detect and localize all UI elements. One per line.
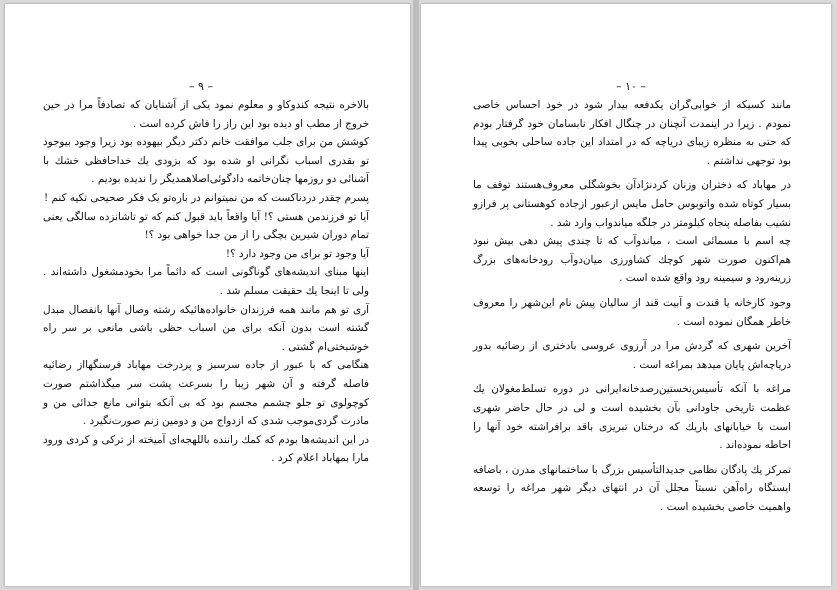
- book-gutter: [413, 0, 419, 590]
- paragraph: مراغه با آنکه تأسیس‌نخستین‌رصدخانه‌ایرانی در دوره تسلط‌مغولان یك عظمت تاریخی جاودانی بآن بخشیده است و لی در حال حاضر شهری است با خیابانهای باریك که درختان تبریزی باقد برافراشته خود آنها را احاطه نموده‌اند .: [473, 383, 791, 452]
- paragraph: آیا تو فرزندمن هستی ؟! آیا واقعاً باید قبول کنم که تو تاشانزده سالگی یعنی تمام دوران شیرین بچگی را از من جدا خواهی بود ؟!: [43, 210, 369, 242]
- paragraph: در مهاباد که دختران وزنان کردنژادآن بخوشگلی معروف‌هستند توقف ما بسیار کوتاه شده واتوبوس حامل مایس ازعبور ازجاده کوهستانی پر فرازو نشیب بفاصله پنجاه کیلومتر در جلگه میاندواب وارد شد .: [473, 179, 791, 229]
- paragraph: در این اندیشه‌ها بودم که کمك راننده باللهجه‌ای آمیخته از ترکی و کردی ورود مارا بمهاباد اعلام کرد .: [43, 433, 369, 465]
- paragraph: کوشش من برای جلب موافقت خانم دکتر دیگر بیهوده بود زیرا وجود بیوجود تو بقدری اسباب نگرانی او شده بود که بزودی یك خداحافظی خشك با آشنائی دو روزمها چنان‌خاتمه دادگوئی‌اصلاهمدیگر را ندیده بودیم .: [43, 136, 369, 186]
- left-page: [5, 4, 410, 586]
- paragraph: آخرین شهری که گردش مرا در آرزوی عروسی بادختری از رضائیه بدور دریاچه‌اش پایان میدهد بمراغه است .: [473, 340, 791, 371]
- paragraph: اینها مبنای اندیشه‌های گوناگونی است که دائماً مرا بخودمشغول داشته‌اند . ولی تا اینجا یك حقیقت مسلم شد .: [43, 266, 369, 297]
- paragraph: وجود کارخانه یا قندت و آبیت قند از سالیان پیش نام این‌شهر را معروف خاطر همگان نموده است .: [473, 296, 791, 328]
- left-page-text: [43, 96, 369, 468]
- paragraph: تمرکز یك پادگان نظامی جدیدالتأسیس بزرگ با ساختمانهای مدرن ، باضافه ایستگاه راه‌آهن نسبتاً مجلل آن در انتهای دیگر شهر مراغه را توسعه واهمیت خاصی بخشیده است .: [473, 463, 791, 513]
- paragraph: مانند کسیکه از خوابی‌گران یکدفعه بیدار شود در خود احساس خاصی نمودم . زیرا در اینمدت آنچنان در چنگال افکار نابسامان خود گرفتار بودم که حتی به منظره زیبای دریاچه که در امتداد این جاده ساحلی بخوبی پیدا بود توجهی نداشتم .: [473, 99, 791, 167]
- paragraph: آیا وجود تو برای من وجود دارد ؟!: [225, 247, 369, 260]
- paragraph: بالاخره نتیجه کندوکاو و معلوم نمود یکی از آشنایان که تصادفاً مرا در حین خروج از مطب او دیده بود این راز را فاش کرده است .: [43, 99, 369, 130]
- left-page-number: – ۹ –: [189, 80, 213, 93]
- right-page-number: – ۱۰ –: [616, 80, 646, 93]
- right-page: [421, 4, 831, 586]
- paragraph: هنگامی که با عبور از جاده سرسبز و پردرخت مهاباد فرسنگهااز رضائیه فاصله گرفته و آن شهر زیبا را بسرعت پشت سر میگذاشتم صورت کوچولوی تو جلو چشمم مجسم بود که بی آنکه بتوانی مانع جدائی من و مادرت گردی‌موجب شدی که ازدواج من و دومین زنم صورت‌نگیرد .: [43, 359, 369, 428]
- paragraph: آری تو هم مانند همه فرزندان خانواده‌هائیکه رشته وصال آنها بانفصال مبدل گشته است بدون آنکه برای من اسباب حظی باشی مانعی بر سر راه خوشبختی‌ام گشتی .: [43, 303, 369, 353]
- right-page-text: [473, 96, 791, 516]
- paragraph: چه اسم با مسمائی است ، میاندوآب که تا چندی پیش دهی بیش نبود هم‌اکنون صورت شهر کوچك کشاورزی میان‌دوآب رودخانه‌های بزرگ زرینه‌رود و سیمینه رود واقع شده است .: [473, 235, 791, 285]
- paragraph: پسرم چقدر دردناکست که من نمیتوانم در باره‌تو یک فکر صحیحی تکیه کنم !: [44, 191, 369, 204]
